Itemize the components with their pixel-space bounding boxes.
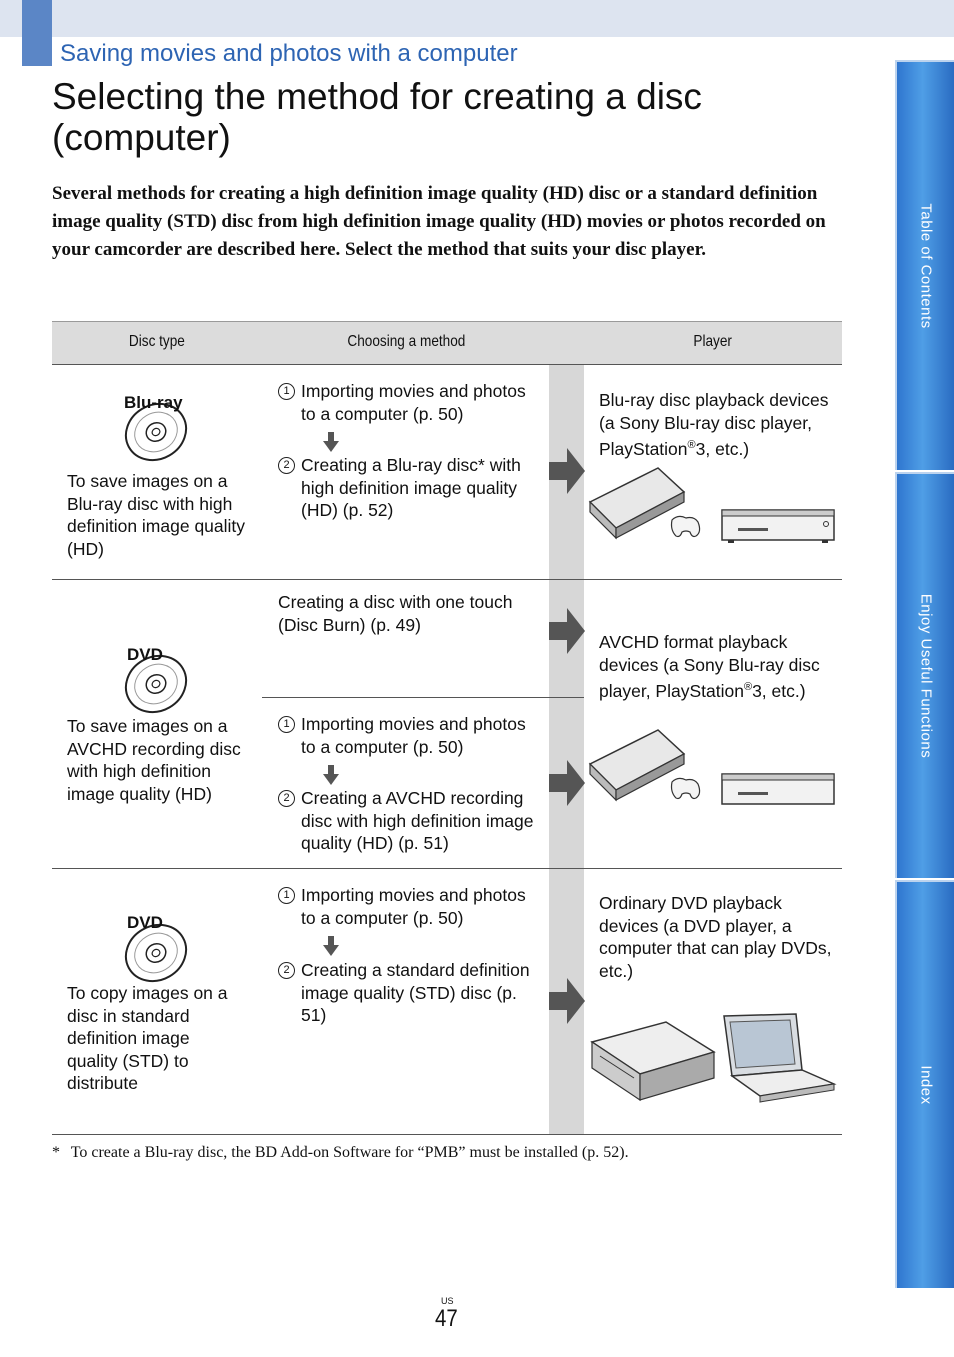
step-text: Importing movies and photos to a computer (p. 50) bbox=[301, 885, 526, 928]
row-divider bbox=[52, 868, 842, 869]
section-title: Saving movies and photos with a computer bbox=[60, 40, 518, 67]
step-number-badge: 1 bbox=[278, 716, 295, 733]
method-step bbox=[278, 380, 543, 425]
step-number-badge: 2 bbox=[278, 790, 295, 807]
player-description: AVCHD format playback devices (a Sony Blu-ray disc player, PlayStation®3, etc.) bbox=[599, 632, 820, 701]
header-disc-type: Disc type bbox=[128, 333, 185, 350]
down-arrow-icon bbox=[323, 765, 339, 785]
header-choosing-method: Choosing a method bbox=[347, 333, 466, 350]
right-arrow-icon bbox=[549, 608, 585, 654]
page-number: 47 bbox=[435, 1305, 458, 1332]
page-title: Selecting the method for creating a disc (computer) bbox=[52, 76, 702, 158]
player-description: Ordinary DVD playback devices (a DVD player, a computer that can play DVDs, etc.) bbox=[599, 893, 832, 981]
tab-index[interactable] bbox=[895, 880, 954, 1288]
tab-label-enjoy-useful-functions: Enjoy Useful Functions bbox=[917, 593, 934, 759]
step-text: Importing movies and photos to a computer (p. 50) bbox=[301, 714, 526, 757]
step-number-badge: 1 bbox=[278, 887, 295, 904]
player-description: Blu-ray disc playback devices (a Sony Blu-ray disc player, PlayStation®3, etc.) bbox=[599, 390, 829, 459]
tab-enjoy-useful-functions[interactable] bbox=[895, 472, 954, 878]
method-step bbox=[278, 787, 543, 855]
row-divider bbox=[52, 364, 842, 365]
step-text: Creating a standard definition image quality (STD) disc (p. 51) bbox=[301, 960, 530, 1025]
disc-type-description: To save images on a Blu-ray disc with high definition image quality (HD) bbox=[67, 471, 246, 559]
tab-table-of-contents[interactable] bbox=[895, 60, 954, 470]
header-player: Player bbox=[693, 333, 732, 350]
top-band bbox=[0, 0, 954, 37]
down-arrow-icon bbox=[323, 936, 339, 956]
section-accent-bar bbox=[22, 0, 52, 66]
playstation-and-avchd-player-image bbox=[588, 728, 838, 814]
dvd-player-and-laptop-image bbox=[590, 1012, 838, 1108]
intro-paragraph: Several methods for creating a high definition image quality (HD) disc or a standard definition image quality (STD) disc from high definition image quality (HD) movies or photos recorded on your camcorder are described here. Select the method that suits your disc player. bbox=[52, 183, 826, 260]
playstation-and-bluray-player-image bbox=[588, 466, 838, 552]
disc-type-label: DVD bbox=[127, 645, 163, 664]
disc-type-description: To copy images on a disc in standard definition image quality (STD) to distribute bbox=[67, 983, 228, 1093]
method-step bbox=[278, 959, 543, 1027]
row-subdivider bbox=[262, 697, 584, 698]
right-arrow-icon bbox=[549, 760, 585, 806]
method-step bbox=[278, 884, 543, 929]
step-text: Creating a Blu-ray disc* with high definition image quality (HD) (p. 52) bbox=[301, 455, 521, 520]
disc-type-label: DVD bbox=[127, 913, 163, 932]
down-arrow-icon bbox=[323, 432, 339, 452]
footnote bbox=[52, 1142, 842, 1164]
row-divider bbox=[52, 579, 842, 580]
method-step bbox=[278, 713, 543, 758]
table-header bbox=[52, 321, 842, 365]
step-number-badge: 2 bbox=[278, 962, 295, 979]
method-step bbox=[278, 454, 543, 522]
right-arrow-icon bbox=[549, 448, 585, 494]
method-one-touch: Creating a disc with one touch (Disc Burn) (p. 49) bbox=[278, 592, 513, 635]
step-text: Creating a AVCHD recording disc with high definition image quality (HD) (p. 51) bbox=[301, 788, 534, 853]
page-region: US bbox=[441, 1296, 454, 1306]
step-text: Importing movies and photos to a computer (p. 50) bbox=[301, 381, 526, 424]
disc-type-label: Blu-ray bbox=[124, 393, 183, 412]
step-number-badge: 2 bbox=[278, 457, 295, 474]
disc-type-description: To save images on a AVCHD recording disc with high definition image quality (HD) bbox=[67, 716, 241, 804]
table-bottom-rule bbox=[52, 1134, 842, 1135]
footnote-text: To create a Blu-ray disc, the BD Add-on Software for “PMB” must be installed (p. 52). bbox=[70, 1144, 629, 1161]
step-number-badge: 1 bbox=[278, 383, 295, 400]
right-arrow-icon bbox=[549, 978, 585, 1024]
footnote-marker: * bbox=[52, 1144, 60, 1161]
tab-label-table-of-contents: Table of Contents bbox=[917, 203, 934, 329]
tab-label-index: Index bbox=[917, 1065, 934, 1105]
